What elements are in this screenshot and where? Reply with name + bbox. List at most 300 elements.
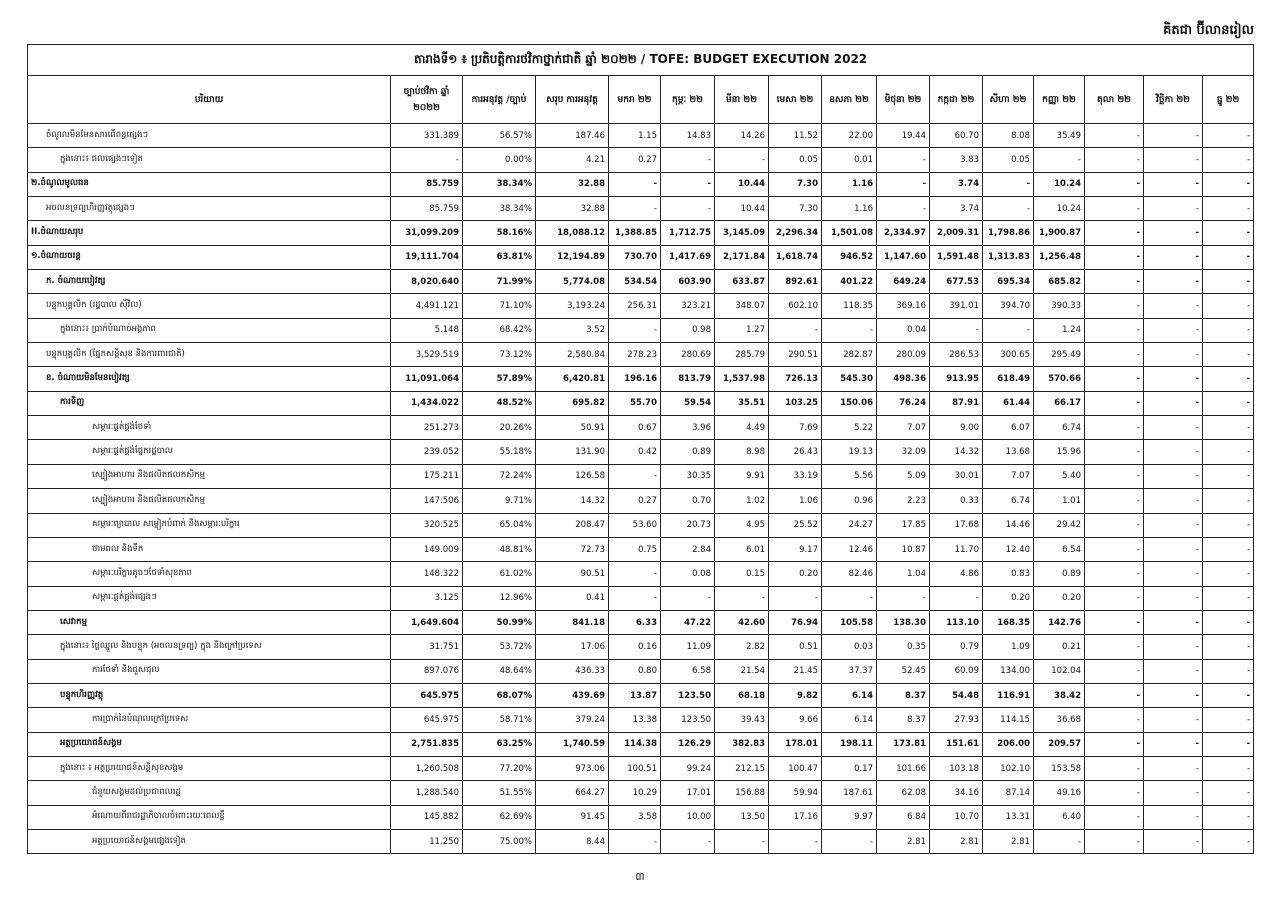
cell-value: - (1085, 416, 1144, 440)
cell-value: 295.49 (1034, 343, 1085, 367)
table-row (28, 221, 1254, 245)
cell-value: 5.09 (877, 464, 930, 488)
cell-value: 99.24 (661, 756, 715, 780)
cell-value: - (1085, 391, 1144, 415)
cell-value: 3.74 (930, 172, 983, 196)
table-row (28, 172, 1254, 196)
cell-value: 103.25 (769, 391, 822, 415)
cell-value: 1,417.69 (661, 245, 715, 269)
cell-value: 11,091.064 (391, 367, 463, 391)
cell-value: - (609, 172, 661, 196)
cell-value: 24.27 (822, 513, 877, 537)
cell-value: 892.61 (769, 270, 822, 294)
row-label: ស្បៀងអាហារ និងផលិតផលកសិកម្ម (28, 464, 391, 488)
cell-value: 1,434.022 (391, 391, 463, 415)
cell-value: 1.16 (822, 172, 877, 196)
cell-value: 0.89 (661, 440, 715, 464)
cell-value: - (1144, 562, 1203, 586)
cell-value: 382.83 (715, 732, 769, 756)
cell-value: 285.79 (715, 343, 769, 367)
cell-value: - (1203, 318, 1254, 342)
cell-value: 14.46 (983, 513, 1034, 537)
cell-value: 34.16 (930, 781, 983, 805)
cell-value: - (1203, 294, 1254, 318)
cell-value: 37.37 (822, 659, 877, 683)
column-header: វិច្ឆិកា ២២ (1144, 76, 1203, 124)
cell-value: 7.30 (769, 172, 822, 196)
cell-value: 12.46 (822, 537, 877, 561)
cell-value: 913.95 (930, 367, 983, 391)
cell-value: 196.16 (609, 367, 661, 391)
cell-value: - (715, 586, 769, 610)
cell-value: - (1034, 829, 1085, 853)
cell-value: - (1203, 245, 1254, 269)
cell-value: 685.82 (1034, 270, 1085, 294)
cell-value: 4,491.121 (391, 294, 463, 318)
cell-value: 4.95 (715, 513, 769, 537)
cell-value: 618.49 (983, 367, 1034, 391)
cell-value: - (609, 562, 661, 586)
cell-value: 677.53 (930, 270, 983, 294)
table-row (28, 197, 1254, 221)
cell-value: - (1203, 367, 1254, 391)
table-row (28, 270, 1254, 294)
row-label: សេវាកម្ម (28, 610, 391, 634)
row-label: សម្ភារៈបរិក្ខារតូចៗថែទាំសុខភាព (28, 562, 391, 586)
row-label: បន្ទុកហិរញ្ញវត្ថុ (28, 683, 391, 707)
cell-value: - (1203, 586, 1254, 610)
cell-value: 282.87 (822, 343, 877, 367)
cell-value: 148.322 (391, 562, 463, 586)
row-label: ចំណូលមិនមែនសារពើពន្ធផ្សេងៗ (28, 124, 391, 148)
cell-value: - (1085, 659, 1144, 683)
cell-value: 17.85 (877, 513, 930, 537)
cell-value: 5.22 (822, 416, 877, 440)
cell-value: 126.29 (661, 732, 715, 756)
cell-value: - (1203, 221, 1254, 245)
cell-value: - (661, 829, 715, 853)
cell-value: 2,009.31 (930, 221, 983, 245)
cell-value: 7.30 (769, 197, 822, 221)
cell-value: 55.18% (463, 440, 536, 464)
cell-value: 27.93 (930, 708, 983, 732)
cell-value: - (609, 197, 661, 221)
cell-value: 8.37 (877, 708, 930, 732)
cell-value: 664.27 (536, 781, 609, 805)
cell-value: - (1203, 610, 1254, 634)
cell-value: 2.81 (983, 829, 1034, 853)
cell-value: - (1203, 756, 1254, 780)
cell-value: 1.09 (983, 635, 1034, 659)
cell-value: 6.74 (1034, 416, 1085, 440)
cell-value: 32.88 (536, 197, 609, 221)
cell-value: 7.07 (877, 416, 930, 440)
row-label: ជំនួយសង្គមដល់ប្រជាពលរដ្ឋ (28, 781, 391, 805)
cell-value: 47.22 (661, 610, 715, 634)
cell-value: 1,388.85 (609, 221, 661, 245)
row-label: ក្នុងនោះ៖ ផលផ្សេងៗទៀត (28, 148, 391, 172)
cell-value: - (1203, 440, 1254, 464)
cell-value: 32.88 (536, 172, 609, 196)
cell-value: - (1203, 343, 1254, 367)
cell-value: - (1203, 124, 1254, 148)
row-label: ក្នុងនោះ៖ ថ្លៃឈ្នួល និងបន្ទុក (អចលនទ្រព្យ) ក្នុង និងក្រៅប្រទេស (28, 635, 391, 659)
cell-value: 570.66 (1034, 367, 1085, 391)
cell-value: - (1085, 124, 1144, 148)
row-label: ក្នុងនោះ៖ ប្រាក់បំណាច់អង្គភាព (28, 318, 391, 342)
cell-value: 401.22 (822, 270, 877, 294)
cell-value: 1,649.604 (391, 610, 463, 634)
cell-value: 118.35 (822, 294, 877, 318)
cell-value: 8,020.640 (391, 270, 463, 294)
cell-value: 10.24 (1034, 172, 1085, 196)
cell-value: 695.82 (536, 391, 609, 415)
row-label: អំណោយពីរាជរដ្ឋាភិបាលចំពោះរយៈពេលខ្លី (28, 805, 391, 829)
cell-value: 10.00 (661, 805, 715, 829)
cell-value: - (1203, 659, 1254, 683)
cell-value: 14.32 (536, 489, 609, 513)
cell-value: 31,099.209 (391, 221, 463, 245)
table-row (28, 416, 1254, 440)
cell-value: - (1085, 586, 1144, 610)
cell-value: 68.18 (715, 683, 769, 707)
cell-value: - (1085, 513, 1144, 537)
cell-value: 62.08 (877, 781, 930, 805)
cell-value: 12.40 (983, 537, 1034, 561)
cell-value: 178.01 (769, 732, 822, 756)
cell-value: 58.71% (463, 708, 536, 732)
cell-value: - (1203, 513, 1254, 537)
cell-value: - (661, 172, 715, 196)
table-row (28, 440, 1254, 464)
cell-value: 0.41 (536, 586, 609, 610)
cell-value: 173.81 (877, 732, 930, 756)
table-row (28, 781, 1254, 805)
cell-value: - (1144, 513, 1203, 537)
cell-value: 0.96 (822, 489, 877, 513)
column-header: ឧសភា ២២ (822, 76, 877, 124)
cell-value: 1.15 (609, 124, 661, 148)
row-label: ការថែទាំ និងជួសជុល (28, 659, 391, 683)
cell-value: 10.87 (877, 537, 930, 561)
cell-value: 53.72% (463, 635, 536, 659)
cell-value: 42.60 (715, 610, 769, 634)
cell-value: 1.06 (769, 489, 822, 513)
cell-value: - (1203, 829, 1254, 853)
cell-value: 11.70 (930, 537, 983, 561)
cell-value: 13.31 (983, 805, 1034, 829)
cell-value: 8.37 (877, 683, 930, 707)
cell-value: - (1203, 464, 1254, 488)
cell-value: - (1144, 221, 1203, 245)
cell-value: - (1203, 197, 1254, 221)
cell-value: - (1203, 172, 1254, 196)
cell-value: - (1203, 683, 1254, 707)
cell-value: 256.31 (609, 294, 661, 318)
cell-value: 85.759 (391, 172, 463, 196)
cell-value: 1.16 (822, 197, 877, 221)
cell-value: - (1085, 708, 1144, 732)
cell-value: - (930, 586, 983, 610)
cell-value: 59.94 (769, 781, 822, 805)
row-label: ស្បៀងអាហារ និងផលិតផលកសិកម្ម (28, 489, 391, 513)
cell-value: 0.70 (661, 489, 715, 513)
cell-value: 6.84 (877, 805, 930, 829)
cell-value: 379.24 (536, 708, 609, 732)
cell-value: 19,111.704 (391, 245, 463, 269)
cell-value: 11.250 (391, 829, 463, 853)
cell-value: 22.00 (822, 124, 877, 148)
cell-value: - (983, 318, 1034, 342)
cell-value: - (1085, 781, 1144, 805)
cell-value: 534.54 (609, 270, 661, 294)
cell-value: 131.90 (536, 440, 609, 464)
cell-value: 126.58 (536, 464, 609, 488)
cell-value: - (822, 586, 877, 610)
cell-value: 21.45 (769, 659, 822, 683)
row-label: អចលនទ្រព្យហិរញ្ញវត្ថុផ្សេងៗ (28, 197, 391, 221)
cell-value: 39.43 (715, 708, 769, 732)
row-label: ខ. ចំណាយមិនមែនបៀវត្ស (28, 367, 391, 391)
cell-value: 63.81% (463, 245, 536, 269)
cell-value: 1,618.74 (769, 245, 822, 269)
column-header: មីនា ២២ (715, 76, 769, 124)
table-row (28, 367, 1254, 391)
cell-value: 35.51 (715, 391, 769, 415)
cell-value: 15.96 (1034, 440, 1085, 464)
table-row (28, 562, 1254, 586)
cell-value: 436.33 (536, 659, 609, 683)
cell-value: 0.05 (769, 148, 822, 172)
cell-value: 5.40 (1034, 464, 1085, 488)
cell-value: 1.24 (1034, 318, 1085, 342)
cell-value: - (1085, 245, 1144, 269)
cell-value: 134.00 (983, 659, 1034, 683)
column-header: កក្កដា ២២ (930, 76, 983, 124)
cell-value: 49.16 (1034, 781, 1085, 805)
cell-value: - (1144, 440, 1203, 464)
column-header: មិថុនា ២២ (877, 76, 930, 124)
cell-value: 0.15 (715, 562, 769, 586)
cell-value: 0.20 (983, 586, 1034, 610)
cell-value: 6.54 (1034, 537, 1085, 561)
cell-value: 58.16% (463, 221, 536, 245)
cell-value: 50.99% (463, 610, 536, 634)
cell-value: 12,194.89 (536, 245, 609, 269)
cell-value: 1,798.86 (983, 221, 1034, 245)
cell-value: 0.67 (609, 416, 661, 440)
cell-value: 7.07 (983, 464, 1034, 488)
cell-value: 13.68 (983, 440, 1034, 464)
column-header: មករា ២២ (609, 76, 661, 124)
cell-value: 251.273 (391, 416, 463, 440)
cell-value: - (1085, 635, 1144, 659)
cell-value: 633.87 (715, 270, 769, 294)
cell-value: - (1085, 683, 1144, 707)
cell-value: 142.76 (1034, 610, 1085, 634)
cell-value: - (1144, 294, 1203, 318)
cell-value: 0.75 (609, 537, 661, 561)
cell-value: - (1203, 391, 1254, 415)
cell-value: 13.87 (609, 683, 661, 707)
cell-value: 0.16 (609, 635, 661, 659)
cell-value: - (1144, 148, 1203, 172)
cell-value: 645.975 (391, 683, 463, 707)
cell-value: - (1203, 708, 1254, 732)
cell-value: 153.58 (1034, 756, 1085, 780)
cell-value: 25.52 (769, 513, 822, 537)
cell-value: 101.66 (877, 756, 930, 780)
cell-value: 20.73 (661, 513, 715, 537)
cell-value: 151.61 (930, 732, 983, 756)
cell-value: 0.33 (930, 489, 983, 513)
cell-value: 149.009 (391, 537, 463, 561)
cell-value: 1,501.08 (822, 221, 877, 245)
cell-value: 3.96 (661, 416, 715, 440)
cell-value: 65.04% (463, 513, 536, 537)
cell-value: - (1085, 148, 1144, 172)
cell-value: 0.51 (769, 635, 822, 659)
cell-value: 603.90 (661, 270, 715, 294)
cell-value: 52.45 (877, 659, 930, 683)
cell-value: 59.54 (661, 391, 715, 415)
table-row (28, 124, 1254, 148)
cell-value: 498.36 (877, 367, 930, 391)
row-label: បន្ទុកបុគ្គលិក (រដ្ឋបាល ស៊ីវិល) (28, 294, 391, 318)
cell-value: - (1144, 537, 1203, 561)
header-row (28, 76, 1254, 124)
cell-value: 645.975 (391, 708, 463, 732)
cell-value: 48.64% (463, 659, 536, 683)
cell-value: - (1085, 294, 1144, 318)
cell-value: 4.21 (536, 148, 609, 172)
column-header: ច្បាប់ថវិកា ឆ្នាំ ២០២២ (391, 76, 463, 124)
cell-value: 0.83 (983, 562, 1034, 586)
cell-value: 1,591.48 (930, 245, 983, 269)
cell-value: - (1144, 635, 1203, 659)
cell-value: 29.42 (1034, 513, 1085, 537)
cell-value: 2,751.835 (391, 732, 463, 756)
cell-value: - (1144, 781, 1203, 805)
cell-value: 114.15 (983, 708, 1034, 732)
table-row (28, 805, 1254, 829)
cell-value: 2,580.84 (536, 343, 609, 367)
cell-value: 17.68 (930, 513, 983, 537)
cell-value: 68.42% (463, 318, 536, 342)
cell-value: 10.70 (930, 805, 983, 829)
cell-value: 1.27 (715, 318, 769, 342)
cell-value: 730.70 (609, 245, 661, 269)
cell-value: 813.79 (661, 367, 715, 391)
cell-value: - (1144, 683, 1203, 707)
cell-value: - (1085, 732, 1144, 756)
cell-value: 76.24 (877, 391, 930, 415)
cell-value: 11.09 (661, 635, 715, 659)
cell-value: 18,088.12 (536, 221, 609, 245)
cell-value: 66.17 (1034, 391, 1085, 415)
cell-value: 5.56 (822, 464, 877, 488)
cell-value: 48.52% (463, 391, 536, 415)
column-header: តុលា ២២ (1085, 76, 1144, 124)
column-header: កញ្ញា ២២ (1034, 76, 1085, 124)
table-row (28, 659, 1254, 683)
cell-value: 10.44 (715, 172, 769, 196)
cell-value: 31.751 (391, 635, 463, 659)
cell-value: 0.20 (769, 562, 822, 586)
cell-value: 168.35 (983, 610, 1034, 634)
row-label: អត្ថប្រយោជន៍សង្គម (28, 732, 391, 756)
cell-value: 145.882 (391, 805, 463, 829)
cell-value: 10.24 (1034, 197, 1085, 221)
table-row (28, 245, 1254, 269)
cell-value: 1,147.60 (877, 245, 930, 269)
cell-value: 63.25% (463, 732, 536, 756)
cell-value: 187.46 (536, 124, 609, 148)
cell-value: 13.50 (715, 805, 769, 829)
table-row (28, 391, 1254, 415)
cell-value: 2.82 (715, 635, 769, 659)
cell-value: 138.30 (877, 610, 930, 634)
table-row (28, 708, 1254, 732)
cell-value: - (1144, 343, 1203, 367)
cell-value: 116.91 (983, 683, 1034, 707)
cell-value: 1.01 (1034, 489, 1085, 513)
cell-value: - (822, 318, 877, 342)
cell-value: 71.99% (463, 270, 536, 294)
table-row (28, 148, 1254, 172)
cell-value: - (391, 148, 463, 172)
cell-value: 695.34 (983, 270, 1034, 294)
cell-value: 9.00 (930, 416, 983, 440)
cell-value: - (1144, 829, 1203, 853)
cell-value: 61.02% (463, 562, 536, 586)
row-label: សម្ភារៈព្យាបាល សម្លៀកបំពាក់ និងសម្ភារៈបរិក្ខារ (28, 513, 391, 537)
cell-value: 290.51 (769, 343, 822, 367)
cell-value: 53.60 (609, 513, 661, 537)
cell-value: - (769, 586, 822, 610)
cell-value: - (1085, 805, 1144, 829)
table-row (28, 586, 1254, 610)
cell-value: 21.54 (715, 659, 769, 683)
cell-value: 3,193.24 (536, 294, 609, 318)
cell-value: 103.18 (930, 756, 983, 780)
cell-value: 9.97 (822, 805, 877, 829)
cell-value: 19.13 (822, 440, 877, 464)
cell-value: 38.42 (1034, 683, 1085, 707)
cell-value: 7.69 (769, 416, 822, 440)
cell-value: 286.53 (930, 343, 983, 367)
cell-value: 602.10 (769, 294, 822, 318)
cell-value: 323.21 (661, 294, 715, 318)
cell-value: 348.07 (715, 294, 769, 318)
cell-value: - (661, 197, 715, 221)
cell-value: 841.18 (536, 610, 609, 634)
column-header: ធ្នូ ២២ (1203, 76, 1254, 124)
cell-value: 0.89 (1034, 562, 1085, 586)
row-label: សម្ភារៈផ្គត់ផ្គង់ផ្សេងៗ (28, 586, 391, 610)
cell-value: 0.03 (822, 635, 877, 659)
cell-value: 35.49 (1034, 124, 1085, 148)
cell-value: 6,420.81 (536, 367, 609, 391)
cell-value: 9.91 (715, 464, 769, 488)
cell-value: 8.98 (715, 440, 769, 464)
row-label: ២.ចំណូលមូលធន (28, 172, 391, 196)
cell-value: 123.50 (661, 683, 715, 707)
cell-value: 0.27 (609, 148, 661, 172)
cell-value: 9.17 (769, 537, 822, 561)
cell-value: 3.125 (391, 586, 463, 610)
cell-value: - (661, 148, 715, 172)
